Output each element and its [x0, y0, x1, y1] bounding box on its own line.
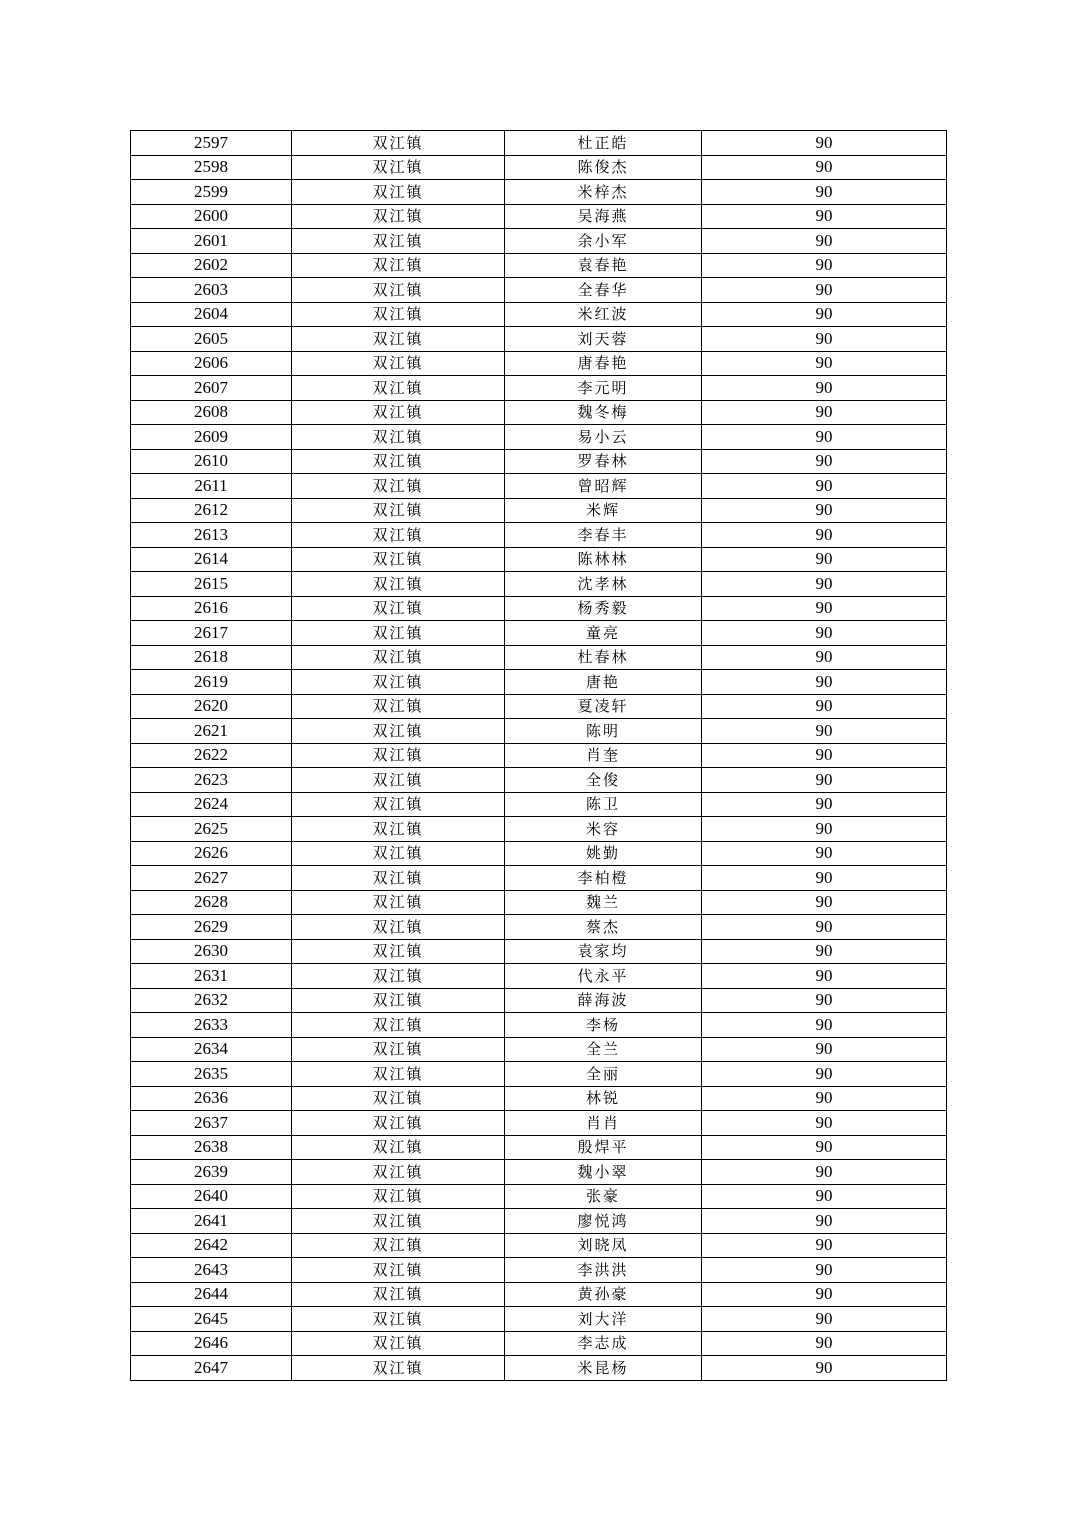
cell-number: 2645 [131, 1307, 292, 1332]
cell-name: 林锐 [505, 1086, 702, 1111]
cell-number: 2636 [131, 1086, 292, 1111]
cell-town: 双江镇 [292, 1013, 505, 1038]
table-row [131, 302, 947, 327]
cell-number: 2603 [131, 278, 292, 303]
table-row [131, 890, 947, 915]
cell-number: 2642 [131, 1233, 292, 1258]
cell-score: 90 [702, 253, 947, 278]
cell-name: 蔡杰 [505, 915, 702, 940]
cell-town: 双江镇 [292, 400, 505, 425]
table-row [131, 180, 947, 205]
table-row [131, 1062, 947, 1087]
cell-score: 90 [702, 1135, 947, 1160]
cell-score: 90 [702, 988, 947, 1013]
cell-number: 2597 [131, 131, 292, 156]
table-row [131, 1184, 947, 1209]
cell-number: 2638 [131, 1135, 292, 1160]
cell-name: 全春华 [505, 278, 702, 303]
cell-name: 陈卫 [505, 792, 702, 817]
cell-number: 2631 [131, 964, 292, 989]
cell-score: 90 [702, 1356, 947, 1381]
cell-town: 双江镇 [292, 841, 505, 866]
cell-town: 双江镇 [292, 694, 505, 719]
cell-name: 袁家均 [505, 939, 702, 964]
cell-name: 米昆杨 [505, 1356, 702, 1381]
cell-score: 90 [702, 694, 947, 719]
cell-number: 2608 [131, 400, 292, 425]
cell-town: 双江镇 [292, 1209, 505, 1234]
cell-name: 黄孙豪 [505, 1282, 702, 1307]
table-row [131, 400, 947, 425]
cell-name: 米梓杰 [505, 180, 702, 205]
cell-score: 90 [702, 327, 947, 352]
cell-number: 2632 [131, 988, 292, 1013]
cell-score: 90 [702, 939, 947, 964]
cell-name: 唐春艳 [505, 351, 702, 376]
cell-town: 双江镇 [292, 670, 505, 695]
cell-number: 2623 [131, 768, 292, 793]
cell-name: 杨秀毅 [505, 596, 702, 621]
table-row [131, 278, 947, 303]
cell-number: 2626 [131, 841, 292, 866]
cell-town: 双江镇 [292, 792, 505, 817]
cell-name: 米辉 [505, 498, 702, 523]
cell-number: 2605 [131, 327, 292, 352]
cell-number: 2620 [131, 694, 292, 719]
cell-name: 刘天蓉 [505, 327, 702, 352]
cell-name: 袁春艳 [505, 253, 702, 278]
cell-score: 90 [702, 1282, 947, 1307]
cell-score: 90 [702, 572, 947, 597]
cell-name: 李元明 [505, 376, 702, 401]
cell-number: 2646 [131, 1331, 292, 1356]
cell-score: 90 [702, 1160, 947, 1185]
cell-score: 90 [702, 523, 947, 548]
cell-name: 唐艳 [505, 670, 702, 695]
cell-name: 魏小翠 [505, 1160, 702, 1185]
cell-number: 2617 [131, 621, 292, 646]
table-row [131, 694, 947, 719]
cell-town: 双江镇 [292, 1160, 505, 1185]
cell-score: 90 [702, 841, 947, 866]
cell-town: 双江镇 [292, 547, 505, 572]
cell-town: 双江镇 [292, 1331, 505, 1356]
cell-name: 李杨 [505, 1013, 702, 1038]
cell-score: 90 [702, 890, 947, 915]
cell-score: 90 [702, 131, 947, 156]
cell-name: 夏凌轩 [505, 694, 702, 719]
cell-score: 90 [702, 1184, 947, 1209]
cell-town: 双江镇 [292, 572, 505, 597]
cell-number: 2607 [131, 376, 292, 401]
cell-town: 双江镇 [292, 204, 505, 229]
cell-town: 双江镇 [292, 474, 505, 499]
table-row [131, 425, 947, 450]
cell-town: 双江镇 [292, 621, 505, 646]
cell-number: 2644 [131, 1282, 292, 1307]
cell-number: 2609 [131, 425, 292, 450]
cell-score: 90 [702, 915, 947, 940]
table-row [131, 376, 947, 401]
cell-number: 2606 [131, 351, 292, 376]
cell-score: 90 [702, 204, 947, 229]
cell-number: 2630 [131, 939, 292, 964]
cell-name: 米容 [505, 817, 702, 842]
cell-name: 陈明 [505, 719, 702, 744]
cell-town: 双江镇 [292, 229, 505, 254]
cell-score: 90 [702, 229, 947, 254]
cell-number: 2616 [131, 596, 292, 621]
cell-name: 陈林林 [505, 547, 702, 572]
cell-name: 沈孝林 [505, 572, 702, 597]
cell-town: 双江镇 [292, 131, 505, 156]
cell-town: 双江镇 [292, 253, 505, 278]
cell-score: 90 [702, 866, 947, 891]
cell-number: 2610 [131, 449, 292, 474]
cell-name: 童亮 [505, 621, 702, 646]
table-row [131, 1356, 947, 1381]
table-row [131, 229, 947, 254]
cell-town: 双江镇 [292, 278, 505, 303]
cell-name: 米红波 [505, 302, 702, 327]
table-row [131, 351, 947, 376]
cell-score: 90 [702, 1111, 947, 1136]
cell-number: 2618 [131, 645, 292, 670]
cell-score: 90 [702, 449, 947, 474]
table-row [131, 474, 947, 499]
cell-score: 90 [702, 817, 947, 842]
cell-town: 双江镇 [292, 1307, 505, 1332]
cell-number: 2637 [131, 1111, 292, 1136]
cell-town: 双江镇 [292, 988, 505, 1013]
cell-number: 2627 [131, 866, 292, 891]
cell-town: 双江镇 [292, 596, 505, 621]
cell-town: 双江镇 [292, 425, 505, 450]
cell-number: 2622 [131, 743, 292, 768]
cell-name: 魏兰 [505, 890, 702, 915]
cell-town: 双江镇 [292, 915, 505, 940]
cell-score: 90 [702, 278, 947, 303]
cell-score: 90 [702, 498, 947, 523]
cell-name: 魏冬梅 [505, 400, 702, 425]
table-row [131, 719, 947, 744]
table-row [131, 1282, 947, 1307]
cell-name: 刘晓凤 [505, 1233, 702, 1258]
table-row [131, 915, 947, 940]
table-row [131, 1111, 947, 1136]
cell-score: 90 [702, 1086, 947, 1111]
cell-name: 代永平 [505, 964, 702, 989]
cell-score: 90 [702, 596, 947, 621]
cell-name: 曾昭辉 [505, 474, 702, 499]
table-row [131, 743, 947, 768]
table-row [131, 1135, 947, 1160]
cell-number: 2600 [131, 204, 292, 229]
cell-score: 90 [702, 621, 947, 646]
cell-name: 薛海波 [505, 988, 702, 1013]
cell-name: 张豪 [505, 1184, 702, 1209]
table-row [131, 1013, 947, 1038]
cell-score: 90 [702, 376, 947, 401]
cell-number: 2613 [131, 523, 292, 548]
cell-score: 90 [702, 670, 947, 695]
table-row [131, 866, 947, 891]
cell-number: 2647 [131, 1356, 292, 1381]
table-row [131, 1258, 947, 1283]
cell-number: 2641 [131, 1209, 292, 1234]
cell-number: 2614 [131, 547, 292, 572]
cell-town: 双江镇 [292, 180, 505, 205]
table-row [131, 964, 947, 989]
cell-number: 2604 [131, 302, 292, 327]
cell-town: 双江镇 [292, 1356, 505, 1381]
table-row [131, 596, 947, 621]
cell-number: 2602 [131, 253, 292, 278]
cell-score: 90 [702, 1209, 947, 1234]
cell-town: 双江镇 [292, 1233, 505, 1258]
cell-name: 吴海燕 [505, 204, 702, 229]
cell-score: 90 [702, 302, 947, 327]
cell-town: 双江镇 [292, 719, 505, 744]
cell-number: 2640 [131, 1184, 292, 1209]
table-row [131, 768, 947, 793]
cell-name: 易小云 [505, 425, 702, 450]
cell-name: 李洪洪 [505, 1258, 702, 1283]
cell-name: 殷焊平 [505, 1135, 702, 1160]
cell-town: 双江镇 [292, 1282, 505, 1307]
cell-town: 双江镇 [292, 964, 505, 989]
cell-score: 90 [702, 351, 947, 376]
table-row [131, 498, 947, 523]
cell-score: 90 [702, 768, 947, 793]
table-row [131, 572, 947, 597]
cell-town: 双江镇 [292, 155, 505, 180]
cell-town: 双江镇 [292, 449, 505, 474]
cell-town: 双江镇 [292, 1037, 505, 1062]
cell-name: 余小军 [505, 229, 702, 254]
cell-name: 刘大洋 [505, 1307, 702, 1332]
cell-score: 90 [702, 1062, 947, 1087]
cell-name: 全俊 [505, 768, 702, 793]
cell-number: 2625 [131, 817, 292, 842]
cell-town: 双江镇 [292, 645, 505, 670]
cell-town: 双江镇 [292, 327, 505, 352]
cell-score: 90 [702, 645, 947, 670]
cell-town: 双江镇 [292, 302, 505, 327]
cell-name: 廖悦鸿 [505, 1209, 702, 1234]
table-row [131, 204, 947, 229]
cell-score: 90 [702, 425, 947, 450]
cell-name: 肖肖 [505, 1111, 702, 1136]
table-row [131, 939, 947, 964]
cell-score: 90 [702, 155, 947, 180]
cell-town: 双江镇 [292, 1111, 505, 1136]
cell-town: 双江镇 [292, 1184, 505, 1209]
cell-score: 90 [702, 1037, 947, 1062]
cell-number: 2633 [131, 1013, 292, 1038]
cell-town: 双江镇 [292, 1086, 505, 1111]
cell-name: 姚勤 [505, 841, 702, 866]
cell-number: 2635 [131, 1062, 292, 1087]
cell-name: 罗春林 [505, 449, 702, 474]
table-row [131, 1331, 947, 1356]
cell-number: 2624 [131, 792, 292, 817]
cell-number: 2619 [131, 670, 292, 695]
cell-score: 90 [702, 1233, 947, 1258]
cell-score: 90 [702, 180, 947, 205]
cell-number: 2639 [131, 1160, 292, 1185]
cell-number: 2598 [131, 155, 292, 180]
table-row [131, 523, 947, 548]
cell-number: 2601 [131, 229, 292, 254]
cell-score: 90 [702, 1013, 947, 1038]
cell-number: 2628 [131, 890, 292, 915]
cell-name: 李春丰 [505, 523, 702, 548]
table-row [131, 792, 947, 817]
cell-name: 肖奎 [505, 743, 702, 768]
cell-number: 2643 [131, 1258, 292, 1283]
cell-town: 双江镇 [292, 1135, 505, 1160]
table-row [131, 131, 947, 156]
table-row [131, 817, 947, 842]
cell-town: 双江镇 [292, 1062, 505, 1087]
cell-name: 全兰 [505, 1037, 702, 1062]
cell-score: 90 [702, 474, 947, 499]
cell-number: 2634 [131, 1037, 292, 1062]
table-row [131, 1160, 947, 1185]
cell-name: 全丽 [505, 1062, 702, 1087]
table-row [131, 621, 947, 646]
cell-number: 2621 [131, 719, 292, 744]
table-row [131, 1209, 947, 1234]
table-row [131, 327, 947, 352]
table-row [131, 253, 947, 278]
cell-score: 90 [702, 743, 947, 768]
table-row [131, 1037, 947, 1062]
cell-town: 双江镇 [292, 1258, 505, 1283]
table-row [131, 670, 947, 695]
cell-town: 双江镇 [292, 523, 505, 548]
cell-name: 陈俊杰 [505, 155, 702, 180]
cell-score: 90 [702, 792, 947, 817]
cell-town: 双江镇 [292, 939, 505, 964]
cell-score: 90 [702, 719, 947, 744]
cell-number: 2599 [131, 180, 292, 205]
cell-number: 2612 [131, 498, 292, 523]
cell-name: 杜春林 [505, 645, 702, 670]
table-row [131, 449, 947, 474]
table-row [131, 645, 947, 670]
cell-score: 90 [702, 1307, 947, 1332]
table-row [131, 1233, 947, 1258]
cell-town: 双江镇 [292, 498, 505, 523]
table-row [131, 1086, 947, 1111]
cell-score: 90 [702, 547, 947, 572]
cell-name: 杜正皓 [505, 131, 702, 156]
cell-town: 双江镇 [292, 376, 505, 401]
cell-score: 90 [702, 400, 947, 425]
cell-score: 90 [702, 1258, 947, 1283]
cell-score: 90 [702, 964, 947, 989]
table-row [131, 988, 947, 1013]
cell-town: 双江镇 [292, 866, 505, 891]
cell-name: 李志成 [505, 1331, 702, 1356]
roster-table [130, 130, 947, 1381]
table-row [131, 547, 947, 572]
roster-table-body [131, 131, 947, 1381]
cell-town: 双江镇 [292, 890, 505, 915]
cell-name: 李柏橙 [505, 866, 702, 891]
cell-town: 双江镇 [292, 768, 505, 793]
cell-number: 2615 [131, 572, 292, 597]
cell-number: 2611 [131, 474, 292, 499]
cell-town: 双江镇 [292, 351, 505, 376]
cell-number: 2629 [131, 915, 292, 940]
table-row [131, 841, 947, 866]
table-row [131, 155, 947, 180]
cell-town: 双江镇 [292, 743, 505, 768]
table-row [131, 1307, 947, 1332]
cell-score: 90 [702, 1331, 947, 1356]
cell-town: 双江镇 [292, 817, 505, 842]
